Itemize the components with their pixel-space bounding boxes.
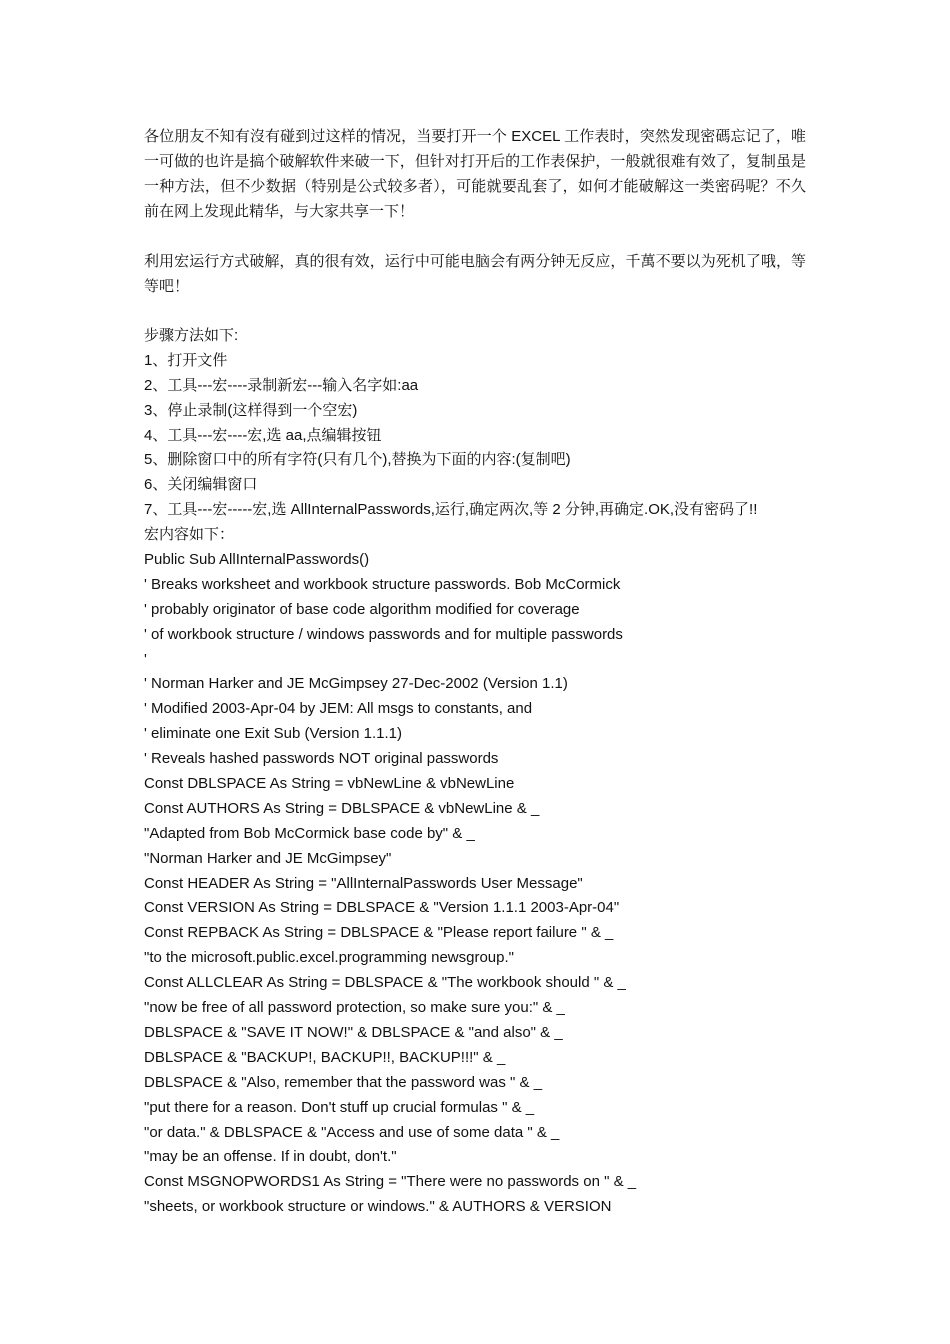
steps-heading: 步骤方法如下: [144,327,239,344]
code-line: "or data." & DBLSPACE & "Access and use of some data " & _ [144,1123,560,1141]
code-line: "sheets, or workbook structure or windows." & AUTHORS & VERSION [144,1198,612,1216]
code-line: "Norman Harker and JE McGimpsey" [144,849,392,867]
step-item: 5、删除窗口中的所有字符(只有几个),替换为下面的内容:(复制吧) [144,451,571,469]
intro-paragraph-1: 各位朋友不知有沒有碰到过这样的情况，当要打开一个 EXCEL 工作表时，突然发现密碼忘记了，唯一可做的也许是搞个破解软件来破一下，但针对打开后的工作表保护，一般就很难有效了，复制虽是一种方法，但不少数据（特别是公式较多者），可能就要乱套了，如何才能破解这一类密码呢？不久前在网上发现此精华，与大家共享一下！ [144,128,806,220]
paragraph-gap [144,299,806,324]
code-line: ' eliminate one Exit Sub (Version 1.1.1) [144,725,403,743]
code-line: Const REPBACK As String = DBLSPACE & "Please report failure " & _ [144,924,614,942]
code-line: ' Norman Harker and JE McGimpsey 27-Dec-2002 (Version 1.1) [144,675,568,693]
step-item: 1、打开文件 [144,351,228,369]
step-item: 2、工具---宏----录制新宏---输入名字如:aa [144,376,419,394]
step-item: 4、工具---宏----宏,选 aa,点编辑按钮 [144,426,382,444]
macro-code [144,548,806,1220]
macro-heading: 宏内容如下： [144,526,235,544]
code-line: "may be an offense. If in doubt, don't." [144,1148,397,1166]
steps-list [144,349,806,523]
code-line: ' probably originator of base code algorithm modified for coverage [144,600,580,618]
document-page [144,124,806,1220]
code-line: Const AUTHORS As String = DBLSPACE & vbNewLine & _ [144,799,540,817]
code-line: Const HEADER As String = "AllInternalPasswords User Message" [144,874,583,892]
code-line: ' Modified 2003-Apr-04 by JEM: All msgs to constants, and [144,700,533,718]
code-line: Const MSGNOPWORDS1 As String = "There were no passwords on " & _ [144,1173,637,1191]
code-line: "to the microsoft.public.excel.programming newsgroup." [144,949,514,967]
code-line: Const VERSION As String = DBLSPACE & "Version 1.1.1 2003-Apr-04" [144,899,620,917]
step-item: 7、工具---宏-----宏,选 AllInternalPasswords,运行,确定两次,等 2 分钟,再确定.OK,没有密码了!! [144,501,758,519]
code-line: Const ALLCLEAR As String = DBLSPACE & "The workbook should " & _ [144,974,626,992]
code-line: DBLSPACE & "SAVE IT NOW!" & DBLSPACE & "and also" & _ [144,1023,563,1041]
code-line: Const DBLSPACE As String = vbNewLine & vbNewLine [144,775,515,793]
code-line: ' Breaks worksheet and workbook structure passwords. Bob McCormick [144,575,621,593]
code-line: DBLSPACE & "BACKUP!, BACKUP!!, BACKUP!!!" & _ [144,1048,506,1066]
code-line: "now be free of all password protection, so make sure you:" & _ [144,999,565,1017]
code-line: DBLSPACE & "Also, remember that the password was " & _ [144,1073,543,1091]
step-item: 3、停止录制(这样得到一个空宏) [144,401,358,419]
intro-paragraph-2: 利用宏运行方式破解，真的很有效，运行中可能电脑会有两分钟无反应，千萬不要以为死机了哦，等等吧！ [144,253,806,295]
code-line: Public Sub AllInternalPasswords() [144,551,370,569]
code-line: ' [144,650,147,668]
code-line: ' of workbook structure / windows passwords and for multiple passwords [144,625,623,643]
paragraph-gap [144,224,806,249]
code-line: "Adapted from Bob McCormick base code by" & _ [144,824,475,842]
code-line: ' Reveals hashed passwords NOT original passwords [144,750,499,768]
code-line: "put there for a reason. Don't stuff up crucial formulas " & _ [144,1098,535,1116]
step-item: 6、关闭编辑窗口 [144,476,258,494]
